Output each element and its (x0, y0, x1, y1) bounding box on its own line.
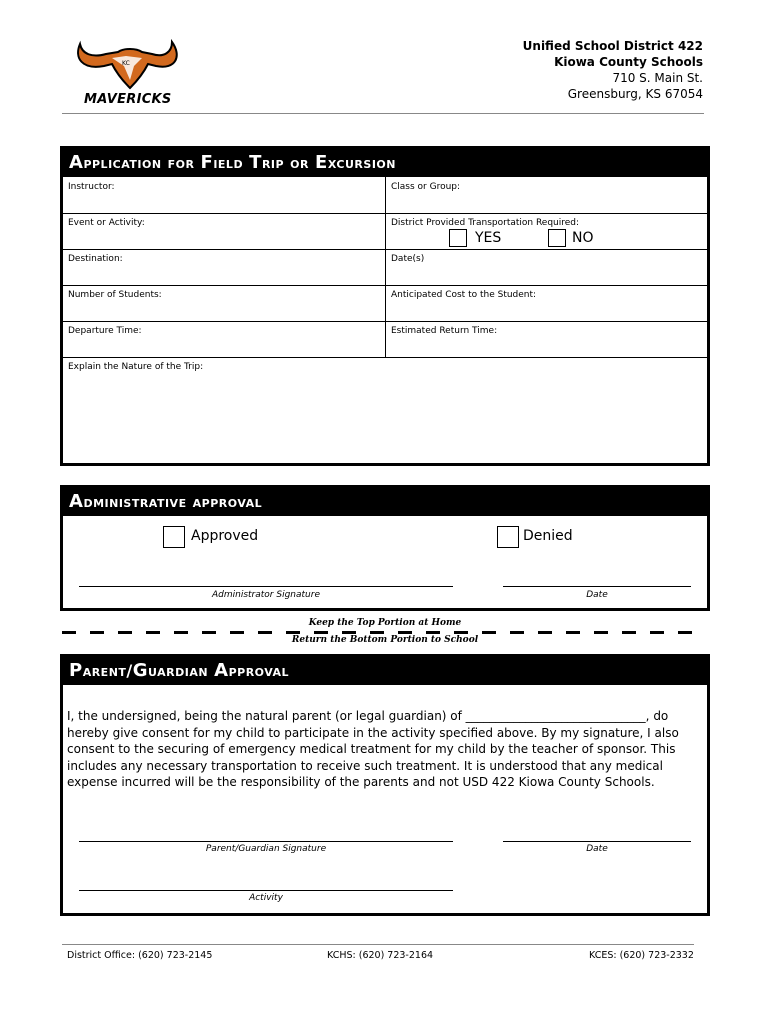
departure-time-field[interactable]: Departure Time: (68, 326, 142, 336)
keep-top-text: Keep the Top Portion at Home (308, 618, 462, 628)
activity-caption: Activity (249, 893, 283, 903)
num-students-field[interactable]: Number of Students: (68, 290, 162, 300)
district-name: Unified School District 422 (522, 39, 703, 53)
admin-signature-line[interactable] (79, 586, 453, 587)
return-bottom-text: Return the Bottom Portion to School (291, 635, 479, 645)
schools-name: Kiowa County Schools (554, 55, 703, 69)
bull-icon (72, 36, 182, 96)
return-time-field[interactable]: Estimated Return Time: (391, 326, 498, 336)
approved-label: Approved (191, 528, 259, 544)
admin-date-line[interactable] (503, 586, 691, 587)
consent-paragraph: I, the undersigned, being the natural parent (or legal guardian) of ______________________________, do hereby give consent for my child to participate in the activity specified above. By my signature, I also consent to the securing of emergency medical treatment for my child by the teacher of sponsor. This includes any necessary transportation to receive such treatment. It is understood that any medical expense incurred will be the responsibility of the parents and not USD 422 Kiowa County Schools. (67, 709, 679, 790)
application-section (60, 146, 710, 466)
dates-field[interactable]: Date(s) (391, 254, 425, 264)
admin-signature-caption: Administrator Signature (212, 590, 320, 600)
parent-date-caption: Date (586, 844, 608, 854)
header-rule (62, 113, 704, 114)
no-checkbox[interactable] (548, 229, 566, 247)
yes-checkbox[interactable] (449, 229, 467, 247)
svg-text:KC: KC (122, 60, 130, 67)
cut-line (62, 631, 704, 634)
application-title: Application for Field Trip or Excursion (63, 149, 707, 177)
kchs-phone: KCHS: (620) 723-2164 (327, 950, 434, 961)
admin-title: Administrative approval (63, 488, 707, 516)
denied-label: Denied (523, 528, 573, 544)
district-address (523, 38, 703, 102)
kces-phone: KCES: (620) 723-2332 (589, 950, 694, 961)
footer-rule (62, 944, 694, 945)
activity-line[interactable] (79, 890, 453, 891)
denied-checkbox[interactable] (497, 526, 519, 548)
event-activity-field[interactable]: Event or Activity: (68, 218, 145, 228)
transport-field: District Provided Transportation Required: (391, 218, 580, 228)
district-office-phone: District Office: (620) 723-2145 (67, 950, 213, 961)
logo-text: MAVERICKS (84, 92, 172, 107)
trip-nature-field[interactable]: Explain the Nature of the Trip: (68, 362, 204, 372)
approved-checkbox[interactable] (163, 526, 185, 548)
cost-field[interactable]: Anticipated Cost to the Student: (391, 290, 537, 300)
parent-signature-caption: Parent/Guardian Signature (205, 844, 327, 854)
parent-title: Parent/Guardian Approval (63, 657, 707, 685)
yes-label: YES (475, 230, 502, 246)
admin-approval-section (60, 485, 710, 611)
parent-signature-line[interactable] (79, 841, 453, 842)
destination-field[interactable]: Destination: (68, 254, 123, 264)
street-address: 710 S. Main St. (612, 71, 703, 85)
parent-date-line[interactable] (503, 841, 691, 842)
no-label: NO (572, 230, 594, 246)
admin-date-caption: Date (586, 590, 608, 600)
city-address: Greensburg, KS 67054 (567, 87, 703, 101)
class-group-field[interactable]: Class or Group: (391, 182, 461, 192)
instructor-field[interactable]: Instructor: (68, 182, 115, 192)
